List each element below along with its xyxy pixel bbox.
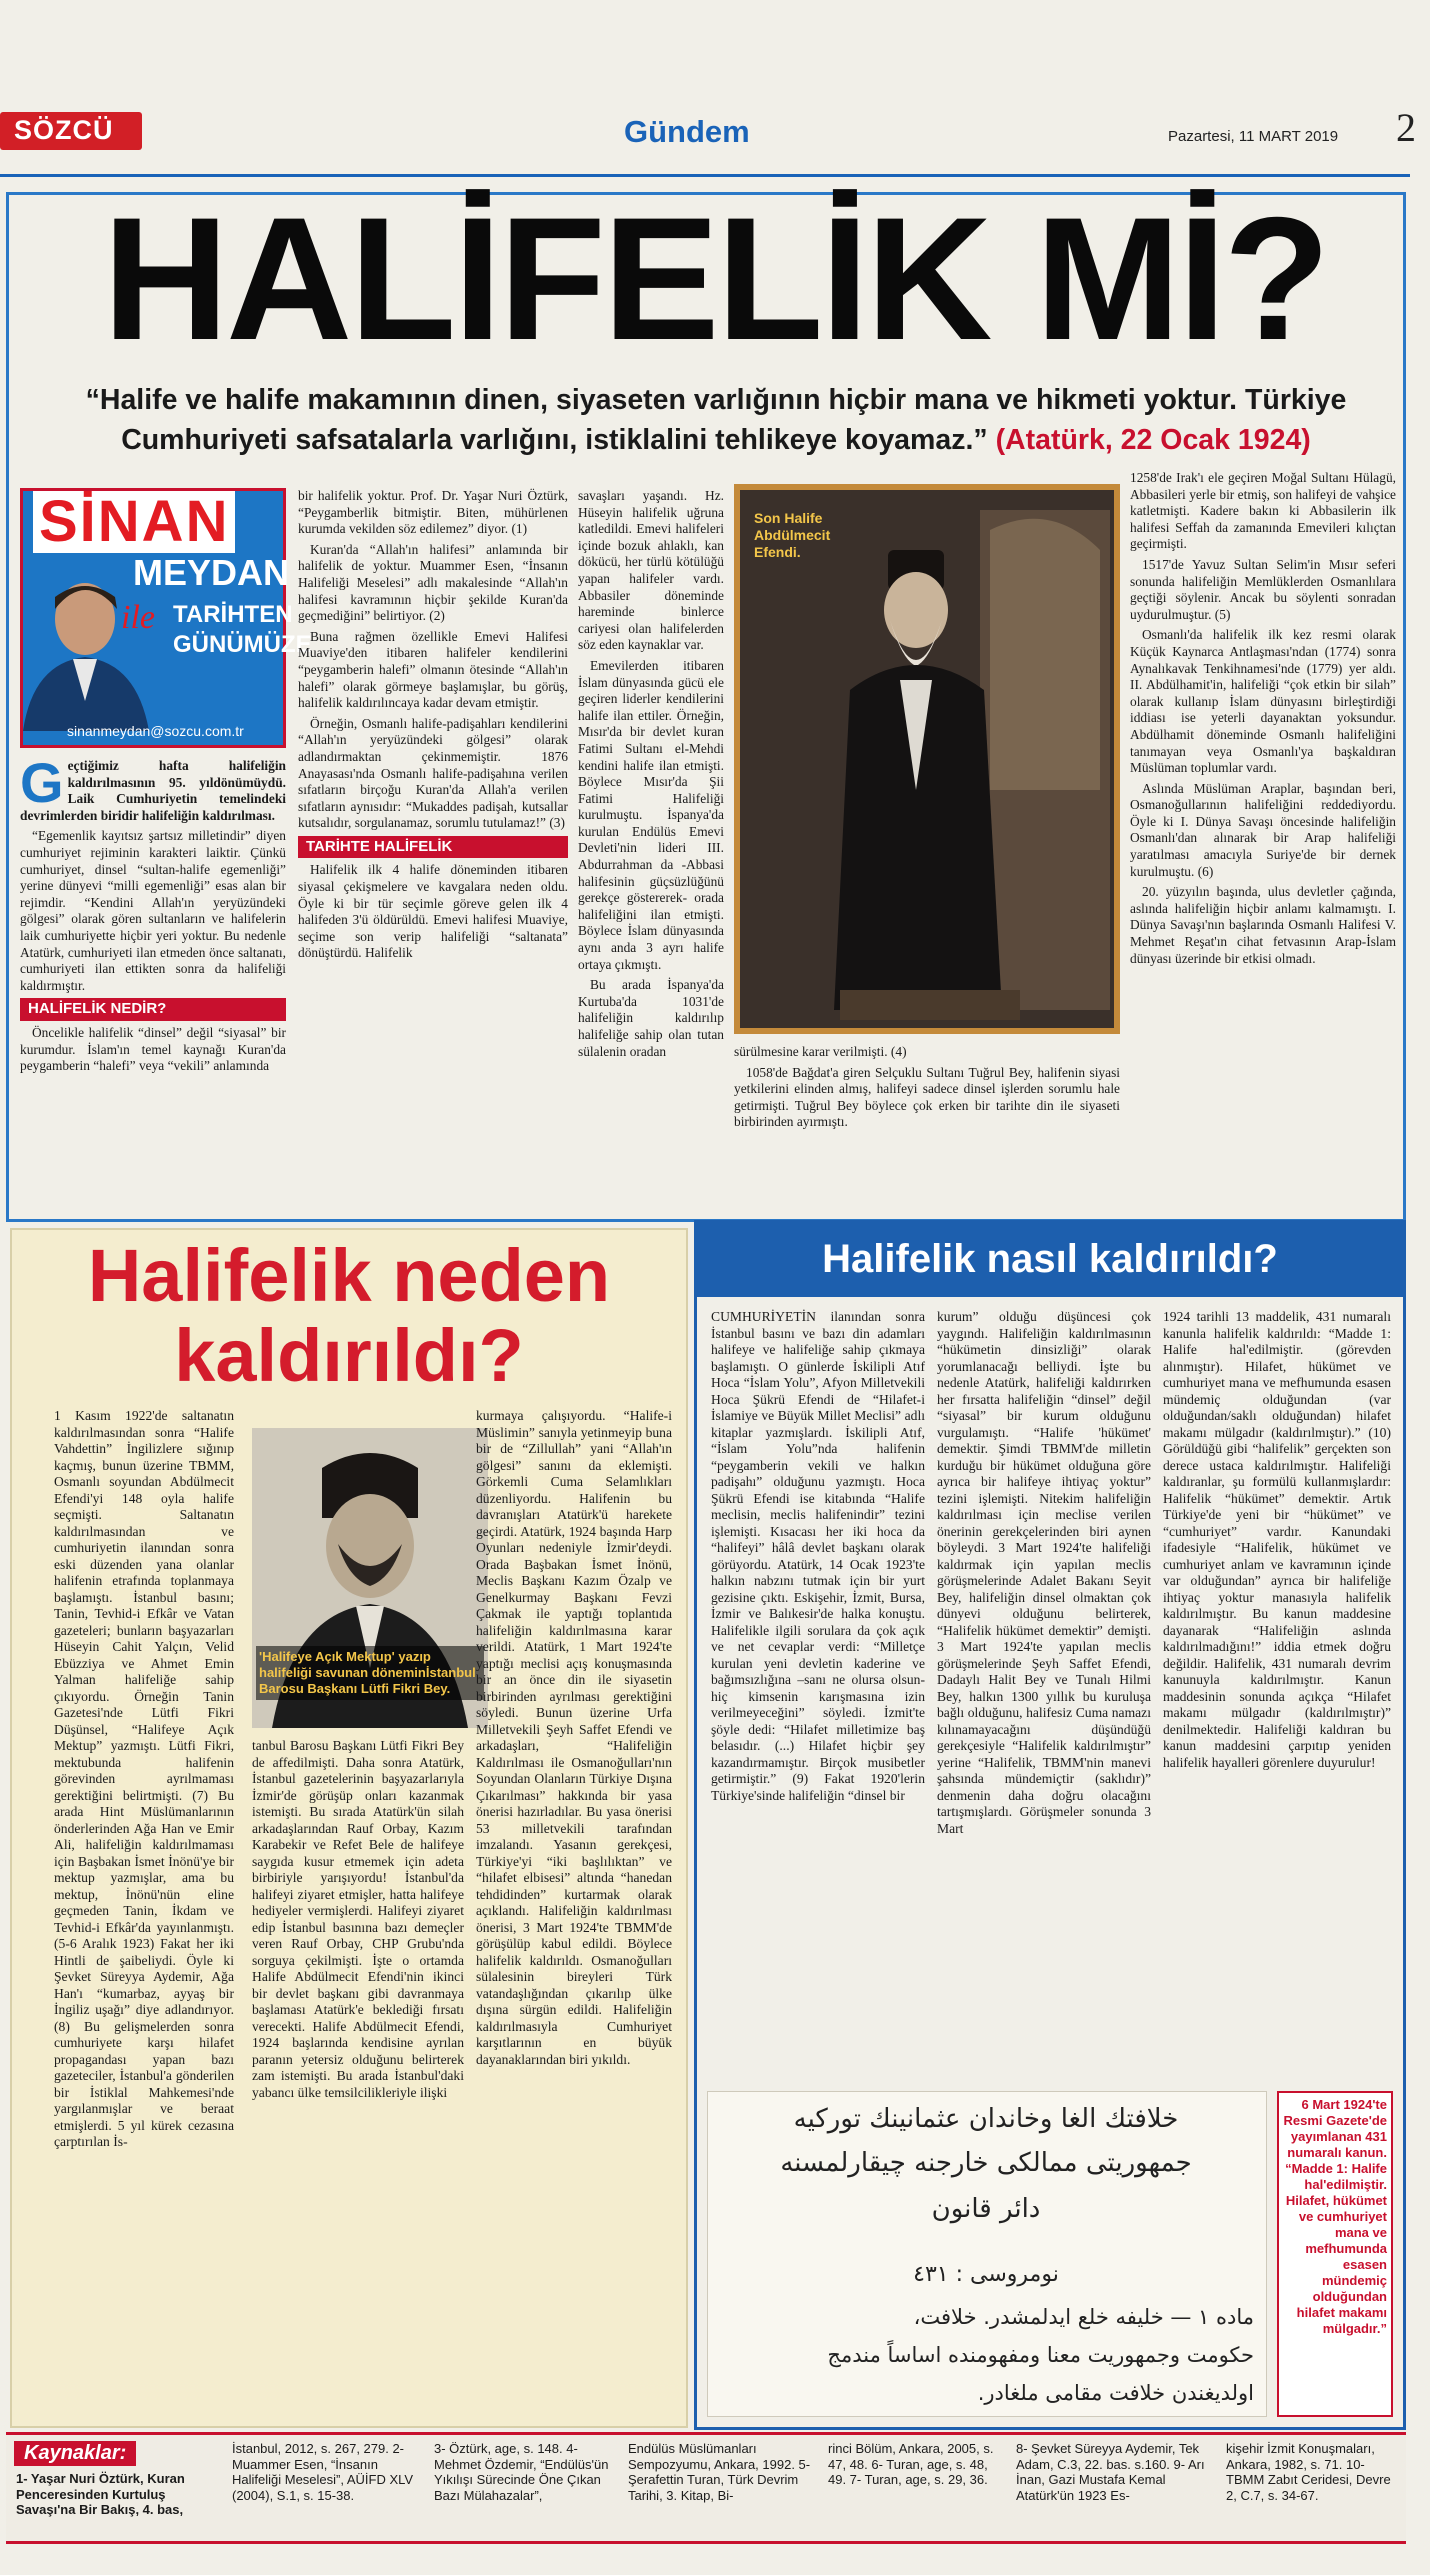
article-column-1 bbox=[20, 751, 286, 1214]
header-rule bbox=[0, 174, 1410, 177]
sidebar-how-abolished bbox=[694, 1220, 1406, 2430]
section-title: Gündem bbox=[624, 114, 750, 149]
article-paragraph: 20. yüzyılın başında, ulus devletler çağında, aslında halifeliğin hiçbir anlamı kalmamıştı. I. Dünya Savaşı'nın başlarında Osmanlı Halifesi V. Mehmet Reşat'ın cihat fetvasının Arap-İslam dünyası üzerinde bir etkisi olmadı. bbox=[1130, 884, 1396, 966]
law-431-document bbox=[707, 2091, 1267, 2417]
source-6: 8- Şevket Süreyya Aydemir, Tek Adam, C.3, 22. bas. s.160. 9- Arı İnan, Gazi Mustafa Kemal Atatürk'ün 1923 Es- bbox=[1016, 2441, 1205, 2503]
columnist-name-top: SİNAN bbox=[33, 491, 235, 553]
why-box-title-line1: Halifelik neden bbox=[87, 1234, 611, 1317]
issue-date: Pazartesi, 11 MART 2019 bbox=[1168, 128, 1339, 145]
page-header bbox=[0, 100, 1430, 170]
how-box-column-1: CUMHURİYETİN ilanından sonra İstanbul basını ve bazı din adamları halifeye ve halifeliğe sahip çıkmaya başlamıştı. O günlerde İskilipli Atıf Hoca “İslam Yolu”, Afyon Milletvekili Hoca Şükrü Efendi de “Hilafet-i İslamiye ve Büyük Millet Meclisi” adlı kitaplar yazmışlardı. İskilipli Atıf, “İslam Yolu”nda halifenin “peygamberin vekili ve halkın padişahı” olduğunu yazmıştı. Hoca Şükrü Efendi ise kitabında “Halife meclisin, meclis halifenindir” tezini işlemişti. Kısacası her iki hoca da “halifeyi” hâlâ devlet başkanı olarak görüyordu. Atatürk, 14 Ocak 1923'te halkın nabzını tutmak için bir yurt gezisine çıktı. Eskişehir, İzmit, Bursa, İzmir ve Balıkesir'de halka konuştu. Halifelikle ilgili sorulara da çok açık ve net cevaplar verdi: “Milletçe kurulan yeni devletin kaderine ve bağımsızlığına –sanı ne olursa olsun- hiç kimsenin karışmasına izin verilmeyeceğini” söyledi. İzmit'te şöyle dedi: “Hilafet milletimize baş belasıdır. (...) Hilafet hiçbir şey kazandırmamıştır. Birçok musibetler getirmiştir.” (9) Fakat 1920'lerin Türkiye'sinde halifeliğin “dinsel bir bbox=[711, 1309, 925, 1803]
article-column-3 bbox=[578, 488, 724, 1059]
article-paragraph: Örneğin, Osmanlı halife-padişahları kendilerini “Allah'ın yeryüzündeki gölgesi” olarak adlandırmaktan çekinmemiştir. 1876 Anayasası'nda Osmanlı halife-padişahına verilen sıfatların birçoğu Kuran'da Allah'a verilen sıfatların aynısıdır: “Mukaddes padişah, kutsallar kutsalıdır, sorgulanamaz, sorumlu tutulamaz!” (3) bbox=[298, 715, 568, 831]
article-column-3b bbox=[734, 1044, 1120, 1214]
ataturk-quote bbox=[56, 380, 1376, 460]
why-box-column-2: tanbul Barosu Başkanı Lütfi Fikri Bey de affedilmişti. Daha sonra Atatürk, İstanbul gazetelerinin başyazarlarıyla İzmir'de görüşüp onları kazanmak istemişti. Bu sırada Atatürk'ün silah arkadaşlarından Rauf Orbay, Kazım Karabekir ve Refet Bele de halifeye saygıda kusur etmemek için adeta birbiriyle yarışıyordu! İstanbul'da halifeyi ziyaret etmişler, hatta halifeye hediyeler vermişlerdi. Halifeyi ziyaret edip İstanbul basınına bazı demeçler veren Rauf Orbay, CHP Grubu'nda sorguya çekilmişti. İşte o ortamda Halife Abdülmecit Efendi'nin ikinci bir devlet başkanı gibi davranmaya başlaması Atatürk'e beklediği fırsatı verecekti. Halife Abdülmecit Efendi, 1924 başlarında kendisine ayrılan paranın yetersiz olduğunu belirterek zam istemişti. Bu arada İstanbul'daki yabancı ülke temsilcilikleriyle ilişki bbox=[252, 1738, 464, 2100]
article-intro: eçtiğimiz hafta halifeliğin kaldırılmasının 95. yıldönümüydü. Laik Cumhuriyetin temelindeki devrimlerden biridir halifeliğin kaldırılması. bbox=[20, 758, 286, 823]
article-paragraph: Emevilerden itibaren İslam dünyasında gücü ele geçiren liderler kendilerini halife ilan ettiler. Örneğin, Mısır'da bir devlet kuran Fatimi Sultanı el-Mehdi kendini halife ilan etmişti. Böylece Mısır'da Şii Fatimi Halifeliği kurulmuştu. İspanya'da kurulan Endülüs Emevi Devleti'nin lideri III. Abdurrahman da -Abbasi halifesinin güçsüzlüğünü gerekçe göstererek- orada halifeliğini ilan etmişti. Böylece İslam dünyasında aynı anda 3 ayrı halife ortaya çıkmıştı. bbox=[578, 657, 724, 972]
caliph-photo bbox=[734, 484, 1120, 1034]
source-4: Endülüs Müslümanları Sempozyumu, Ankara, 1992. 5- Şerafettin Turan, Türk Devrim Tarihi, 3. Kitap, Bi- bbox=[628, 2441, 811, 2503]
ottoman-line-7: اولديغندن خلافت مقامى ملغادر. bbox=[977, 2381, 1254, 2405]
how-box-title: Halifelik nasıl kaldırıldı? bbox=[822, 1237, 1278, 1281]
source-5: rinci Bölüm, Ankara, 2005, s. 47, 48. 6- Turan, age, s. 48, 49. 7- Turan, age, s. 29, 36. bbox=[828, 2441, 994, 2487]
article-paragraph: Osmanlı'da halifelik ilk kez resmi olarak Küçük Kaynarca Antlaşması'ndan (1774) sonra Aynalıkavak Tenkihnamesi'nde (1779) yer aldı. II. Abdülhamit'in, halifeliği “çok etkin bir silah” olarak kullanıp İslam dünyasını birleştirdiği iddiası ise yeterli dayanaktan yoksundur. Abdülhamit döneminde Osmanlı halifeliğini tanımayan veya Osmanlı'ya başkaldıran Müslüman toplumlar vardı. bbox=[1130, 627, 1396, 776]
subhead-tarihte-halifelik: TARİHTE HALİFELİK bbox=[298, 836, 568, 859]
page-number: 2 bbox=[1396, 105, 1416, 150]
ottoman-line-1: خلافتك الغا وخاندان عثمانينك توركيه bbox=[793, 2104, 1179, 2134]
columnist-box bbox=[20, 488, 312, 748]
logo-text: SÖZCÜ bbox=[14, 115, 114, 145]
main-headline: HALİFELİK Mİ? bbox=[102, 182, 1328, 377]
article-paragraph: Kuran'da “Allah'ın halifesi” anlamında bir halifelik de yoktur. Muammer Esen, “İnsanın Halifeliği Meselesi” adlı makalesinde “Allah'ın halifesi kavramının hiçbir şekilde Kuran'da geçmediğini” belirtiyor. (2) bbox=[298, 541, 568, 624]
dropcap: G bbox=[20, 751, 64, 814]
why-box-column-3: kurmaya çalışıyordu. “Halife-i Müslimin” sanıyla yetinmeyip buna bir de “Zillullah” yani “Allah'ın gölgesi” sanını da eklemişti. Görkemli Cuma Selamlıkları düzenliyordu. Halifenin bu davranışları Atatürk'ü harekete geçirdi. Atatürk, 1924 başında Harp Oyunları nedeniyle İzmir'deydi. Orada Başbakan İsmet İnönü, Meclis Başkanı Kazım Özalp ve Genelkurmay Başkanı Fevzi Çakmak ile yaptığı toplantıda halifeliğin kaldırılmasına karar verildi. Atatürk, 1 Mart 1924'te yaptığı meclisi açış konuşmasında bir an önce din ile siyasetin birbirinden ayrılması gerektiğini söyledi. Bunun üzerine Urfa Milletvekili Şeyh Saffet Efendi ve arkadaşları, “Halifeliğin Kaldırılması ile Osmanoğulları'nın Soyundan Olanların Türkiye Dışına Çıkarılması” hakkında bir yasa önerisi hazırladılar. Bu yasa önerisi 53 milletvekili tarafından imzalandı. Yasanın gerekçesi, Türkiye'yi “iki başlılıktan” ve “hilafet elbisesi” altında “hanedan tehdidinden” kurtarmak olarak açıklandı. Halifeliğin kaldırılması önerisi, 3 Mart 1924'te TBMM'de görüşülüp kabul edildi. Böylece halifelik kaldırıldı. Osmanoğulları sülalesinin bireyleri Türk vatandaşlığından çıkarılıp ülke dışına sürgün edildi. Halifeliğin kaldırılmasıyla Cumhuriyet karşıtlarının en büyük dayanaklarından biri yıkıldı. bbox=[476, 1408, 672, 2067]
how-box-title-bar bbox=[697, 1223, 1403, 1297]
article-column-2 bbox=[298, 488, 568, 1214]
article-paragraph: 1258'de Irak'ı ele geçiren Moğal Sultanı Hülagü, Abbasileri yerle bir etmiş, son halifeyi de vahşice katletmişti. Kadere bakın ki Abbasilerin ilk halifesi Seffah da zamanında Emevileri kılıçtan geçirmişti. bbox=[1130, 470, 1396, 552]
source-7: kişehir İzmit Konuşmaları, Ankara, 1982, s. 71. 10- TBMM Zabıt Ceridesi, Devre 2, C.7, s. 34-67. bbox=[1226, 2441, 1391, 2503]
columnist-photo bbox=[23, 571, 173, 731]
article-paragraph: Bu arada İspanya'da Kurtuba'da 1031'de halifeliğin kaldırılıp halifeliğe sahip olan tutan sülalenin oradan bbox=[578, 977, 724, 1059]
article-paragraph: sürülmesine karar verilmişti. (4) bbox=[734, 1044, 907, 1059]
columnist-email[interactable]: sinanmeydan@sozcu.com.tr bbox=[67, 723, 244, 739]
sources-label: Kaynaklar: bbox=[14, 2441, 136, 2466]
source-1: 1- Yaşar Nuri Öztürk, Kuran Penceresinden Kurtuluş Savaşı'na Bir Bakış, 4. bas, bbox=[16, 2471, 185, 2517]
how-box-column-2: kurum” olduğu düşüncesi çok yaygındı. Halifeliğin kaldırılmasının “hükümetin dinsizliği” olarak yorumlanacağı belliydi. İşte bu nedenle Atatürk, halifeliği kaldırırken her fırsatta halifeliğin “dinsel” değil “siyasal” bir kurum olduğunu vurgulamıştı. “Halife 'hükümet' demektir. Şimdi TBMM'de milletin kurduğu bir hükümet olduğuna göre ayrıca bir halifeye ihtiyaç yoktur” tezini işlemişti. Nitekim halifeliğin kaldırılması için meclise verilen önerinin gerekçelerinden biri aynen böyleydi. 3 Mart 1924'te halifeliği kaldırmak için yapılan meclis görüşmelerinde Adalet Bakanı Seyit Bey, halifeliğin dinsel olmaktan çok dünyevi olduğunu belirterek, “Halifelik hükümet demektir” demişti. 3 Mart 1924'te yapılan meclis görüşmelerinde Şeyh Saffet Efendi, Dadaylı Halit Bey ve Tunalı Hilmi Bey, halkın 1300 yıllık bu kuruluşa bağlı olduğunu, halifesiz Cuma namazı kılınamayacağını düşündüğü gerekçesiyle “Halifelik kaldırılmıştır” yerine “Halifelik, TBMM'nin manevi şahsında mündemiçtir (saklıdır)” denmenin daha doğru olacağını tartışmışlardı. Görüşmeler sonunda 3 Mart bbox=[937, 1309, 1151, 1836]
quote-text: “Halife ve halife makamının dinen, siyaseten varlığının hiçbir mana ve hikmeti yoktur. Türkiye Cumhuriyeti safsatalarla varlığını, istiklalini tehlikeye koyamaz.” bbox=[85, 384, 1347, 456]
article-paragraph: Halifelik ilk 4 halife döneminden itibaren siyasal çekişmelere ve kavgalara neden oldu. Öyle ki bir tür seçimle göreve gelen ilk 4 halifeden 3'ü öldürüldü. Emevi halifesi Muaviye, seçime son verip halifeliği “saltanata” dönüştürdü. Halifelik bbox=[298, 862, 568, 961]
quote-attribution: (Atatürk, 22 Ocak 1924) bbox=[995, 424, 1311, 456]
article-paragraph: “Egemenlik kayıtsız şartsız milletindir” diyen cumhuriyet rejiminin karakteri laiktir. Çünkü cumhuriyet, dinsel “sultan-halife egemenliği” yerine dünyevi “milli egemenliği” esas alan bir rejimdir. “Kendini Allah'ın yeryüzündeki gölgesi” olarak gören sultanların ve halifelerin laik cumhuriyette hiçbir yeri yoktur. Bu nedenle Atatürk, cumhuriyeti ilan etmeden önce saltanatı, cumhuriyeti ilan ettikten sonra da halifeliği kaldırmıştır. bbox=[20, 828, 286, 993]
article-paragraph: savaşları yaşandı. Hz. Hüseyin halifelik uğruna katledildi. Emevi halifeleri içinde bozuk ahlaklı, kan dökücü, her türlü kötülüğü yapan halifeler vardı. Abbasiler döneminde hareminde binlerce cariyesi olan halifelerden söz eden kaynaklar var. bbox=[578, 488, 724, 653]
ottoman-line-2: جمهوريتى ممالكى خارجنه چيقارلمسنه bbox=[780, 2148, 1192, 2178]
ottoman-line-5: ماده ١ — خليفه خلع ايدلمشدر. خلافت، bbox=[913, 2305, 1254, 2329]
article-paragraph: Öncelikle halifelik “dinsel” değil “siyasal” bir kurumdur. İslam'ın temel kaynağı Kuran'da peygamberin “halefi” veya “vekili” anlamında bbox=[20, 1024, 286, 1074]
columnist-name-bottom: MEYDAN bbox=[133, 552, 290, 593]
columnist-series-prefix: ile bbox=[121, 599, 155, 636]
article-paragraph: Buna rağmen özellikle Emevi Halifesi Muaviye'den itibaren halifeler kendilerini “peygamberin halefi” olmanın ötesinde “Allah'ın halefi” olarak görmeye başlamışlar, bu görüş, halifelik kaldırılıncaya kadar devam etmiştir. bbox=[298, 628, 568, 711]
caliph-photo-caption: Son Halife Abdülmecit Efendi. bbox=[754, 510, 831, 560]
publication-logo bbox=[0, 112, 142, 150]
why-box-title-line2: kaldırıldı? bbox=[174, 1314, 524, 1397]
lutfi-fikri-caption: 'Halifeye Açık Mektup' yazıp halifeliği savunan döneminİstanbul Barosu Başkanı Lütfi Fikri Bey. bbox=[256, 1646, 484, 1700]
law-431-side-note: 6 Mart 1924'te Resmi Gazete'de yayımlanan 431 numaralı kanun. “Madde 1: Halife hal'edilmiştir. Hilafet, hükümet ve cumhuriyet mana ve mefhumunda esasen mündemiç olduğundan hilafet makamı mülgadır.” bbox=[1277, 2091, 1393, 2417]
article-paragraph: 1058'de Bağdat'a giren Selçuklu Sultanı Tuğrul Bey, halifenin siyasi yetkilerini elinden almış, halifeyi sadece dinsel işlerden sorumlu hale getirmişti. Tuğrul Bey böylece çok erken bir tarihte din ile siyaseti birbirinden ayırmıştı. bbox=[734, 1064, 1120, 1130]
source-3: 3- Öztürk, age, s. 148. 4- Mehmet Özdemir, “Endülüs'ün Yıkılışı Sürecinde Öne Çıkan Bazı Mülahazalar”, bbox=[434, 2441, 609, 2503]
article-paragraph: 1517'de Yavuz Sultan Selim'in Mısır seferi sonunda halifeliğin Memlüklerden Osmanlılara geçtiği söylenir. Ancak bu söylenti sonradan uydurulmuştur. (5) bbox=[1130, 556, 1396, 622]
sidebar-why-abolished bbox=[10, 1228, 688, 2428]
article-column-4 bbox=[1130, 470, 1396, 1214]
columnist-series-line2: GÜNÜMÜZE bbox=[173, 631, 312, 658]
caliph-illustration bbox=[740, 490, 1114, 1028]
lutfi-fikri-photo bbox=[252, 1428, 488, 1728]
ottoman-line-6: حكومت وجمهوريت معنا ومفهومنده اساساً مندمج bbox=[827, 2343, 1254, 2367]
sources-bar bbox=[6, 2432, 1406, 2544]
source-2: İstanbul, 2012, s. 267, 279. 2- Muammer Esen, “İnsanın Halifeliği Meselesi”, AÜİFD XLV (2004), S.1, s. 15-38. bbox=[232, 2441, 414, 2503]
why-box-column-1: 1 Kasım 1922'de saltanatın kaldırılmasından sonra “Halife Vahdettin” İngilizlere sığınıp kaçmış, bunun üzerine TBMM, Osmanlı soyundan Abdülmecit Efendi'yi 148 oyla halife seçmişti. Saltanatın kaldırılmasından ve cumhuriyetin ilanından sonra eski düzenden yana olanlar halifenin etrafında toplanmaya başlamıştı. İstanbul basını; Tanin, Tevhid-i Efkâr ve Vatan gazeteleri; bunların başyazarları Hüseyin Cahit Yalçın, Velid Ebüzziya ve Ahmet Emin Yalman halifeliğe sahip çıkıyordu. Örneğin Tanin Gazetesi'nde Lütfi Fikri Düşünsel, “Halifeye Açık Mektup” yazmıştı. Lütfi Fikri, mektubunda halifenin görevinden ayrılmaması gerektiğini belirtmişti. (7) Bu arada Hint Müslümanlarının önderlerinden Ağa Han ve Emir Ali, halifeliğin kaldırılmaması için Başbakan İsmet İnönü'ye bir mektup yazmışlar, ama bu mektup, İnönü'nün eline geçmeden Tanin, İkdam ve Tevhid-i Efkâr'da yayınlanmıştı. (5-6 Aralık 1923) Fakat her iki Hintli de şaibeliydi. Öyle ki Şevket Süreyya Aydemir, Ağa Han'ı “kumarbaz, ayyaş bir İngiliz uşağı” diye adlandırıyor. (8) Bu gelişmelerden sonra cumhuriyete karşı hilafet propagandası yapan bazı gazeteciler, İstanbul'a gönderilen bir İstiklal Mahkemesi'nde yargılanmışlar ve beraat etmişlerdi. 5 yıl kürek cezasına çarptırılan İs- bbox=[54, 1408, 234, 2149]
ottoman-line-4: نومروسى : ٤٣١ bbox=[913, 2262, 1059, 2287]
article-paragraph: Aslında Müslüman Araplar, başından beri, Osmanoğullarının halifeliğini reddediyordu. Öyle ki I. Dünya Savaşı öncesinde halifeliğin Osmanlı'dan alınarak bir Arap halifeliği yaratılması amacıyla Suriye'de bir dernek kurulmuştu. (6) bbox=[1130, 780, 1396, 879]
subhead-halifelik-nedir: HALİFELİK NEDİR? bbox=[20, 998, 286, 1021]
article-paragraph: bir halifelik yoktur. Prof. Dr. Yaşar Nuri Öztürk, “Peygamberlik bitmiştir. Biten, mühürlenen kurumda vekilden söz edilemez” diyor. (1) bbox=[298, 488, 568, 537]
columnist-series-line1: TARİHTEN bbox=[173, 601, 293, 628]
ottoman-line-3: دائر قانون bbox=[931, 2194, 1041, 2224]
how-box-column-3: 1924 tarihli 13 maddelik, 431 numaralı kanunla halifelik kaldırıldı: “Madde 1: Halife hal'edilmiştir. (görevden alınmıştır). Hilafet, hükümet ve cumhuriyet mana ve mefhumunda esasen mündemiç olduğundan (var olduğundan/saklı olduğundan) hilafet makamı mülgadır (kaldırılmıştır).” (10) Görüldüğü gibi “halifelik” gerçekten son derece ustaca kaldırılmıştır. Halifeliği kaldıranlar, şu formülü kullanmışlardır: Halifelik “hükümet” demektir. Artık Türkiye'de yeni bir “hükümet” ve “cumhuriyet” vardır. Kanundaki ifadesiyle “Halifelik, hükümet ve cumhuriyet anlam ve kavramının içinde var olduğundan” ayrıca bir halifeliğe ihtiyaç yoktur manasıyla halifelik kaldırılmıştır. Bu kanun maddesine dayanarak “Halifeliğin aslında kaldırılmadığını!” iddia etmek doğru değildir. Halifelik, 431 numaralı devrim kanunuyla kaldırılmıştır. Kanun maddesinin sonunda açıkça “Hilafet makamı mülgadır (kaldırılmıştır)” denilmektedir. Halifeliği kaldıran bu kanun maddesini çarpıtıp yeniden halifelik hayalleri görenlere duyurulur! bbox=[1163, 1309, 1391, 1770]
